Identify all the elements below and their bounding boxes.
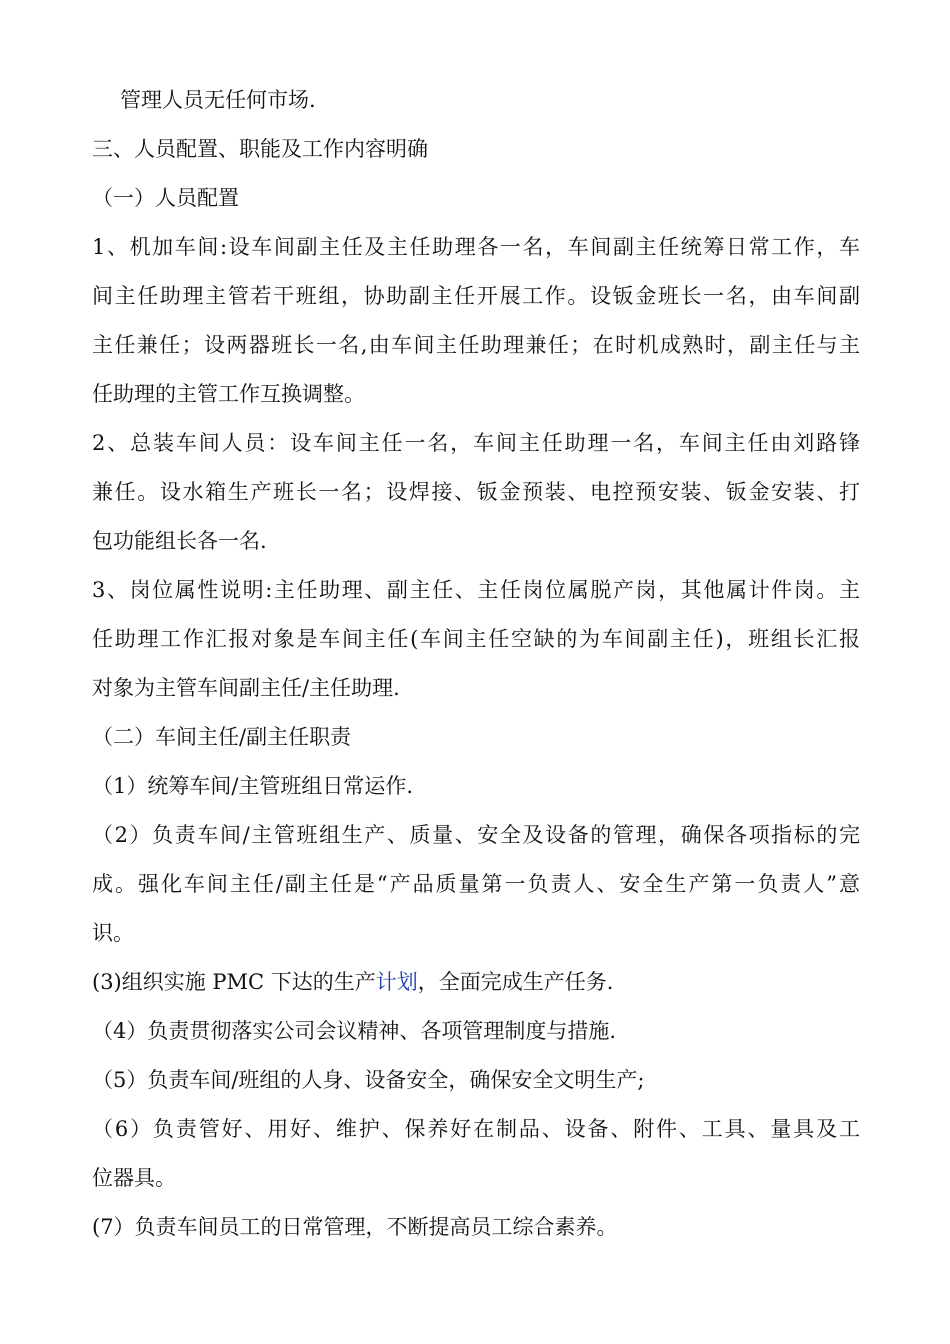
list-item: （5）负责车间/班组的人身、设备安全，确保安全文明生产;: [92, 1068, 645, 1092]
subsection-heading: （二）车间主任/副主任职责: [92, 725, 352, 749]
plan-link[interactable]: 计划: [375, 970, 418, 994]
list-item: （1）统筹车间/主管班组日常运作.: [92, 774, 414, 798]
list-item: （2）负责车间/主管班组生产、质量、安全及设备的管理，确保各项指标的完: [92, 823, 860, 847]
paragraph-line: 2、总装车间人员：设车间主任一名，车间主任助理一名，车间主任由刘路锋: [92, 431, 860, 455]
paragraph-line: 位器具。: [92, 1166, 176, 1190]
list-item: （6）负责管好、用好、维护、保养好在制品、设备、附件、工具、量具及工: [92, 1117, 860, 1141]
paragraph-line: 任助理工作汇报对象是车间主任(车间主任空缺的为车间副主任)，班组长汇报: [92, 627, 860, 651]
paragraph-line: 对象为主管车间副主任/主任助理.: [92, 676, 400, 700]
list-item-text: (3)组织实施 PMC 下达的生产: [92, 970, 376, 994]
list-item: [92, 958, 860, 1007]
paragraph-line: 主任兼任；设两器班长一名,由车间主任助理兼任；在时机成熟时，副主任与主: [92, 333, 860, 357]
paragraph-line: 间主任助理主管若干班组，协助副主任开展工作。设钣金班长一名，由车间副: [92, 284, 860, 308]
paragraph-line: 成。强化车间主任/副主任是“产品质量第一负责人、安全生产第一负责人”意: [92, 872, 860, 896]
paragraph-line: 兼任。设水箱生产班长一名；设焊接、钣金预装、电控预安装、钣金安装、打: [92, 480, 860, 504]
paragraph-line: 管理人员无任何市场.: [120, 88, 316, 112]
section-heading: 三、人员配置、职能及工作内容明确: [92, 137, 428, 161]
paragraph-line: 包功能组长各一名.: [92, 529, 267, 553]
paragraph-line: 3、岗位属性说明:主任助理、副主任、主任岗位属脱产岗，其他属计件岗。主: [92, 578, 860, 602]
list-item-text: ，全面完成生产任务.: [417, 970, 614, 994]
list-item: (7）负责车间员工的日常管理，不断提高员工综合素养。: [92, 1215, 618, 1239]
paragraph-line: 1、机加车间:设车间副主任及主任助理各一名，车间副主任统筹日常工作，车: [92, 235, 860, 259]
paragraph-line: 任助理的主管工作互换调整。: [92, 382, 365, 406]
paragraph-line: 识。: [92, 921, 134, 945]
list-item: （4）负责贯彻落实公司会议精神、各项管理制度与措施.: [92, 1019, 617, 1043]
document-body: [92, 76, 860, 1252]
subsection-heading: （一）人员配置: [92, 186, 239, 210]
